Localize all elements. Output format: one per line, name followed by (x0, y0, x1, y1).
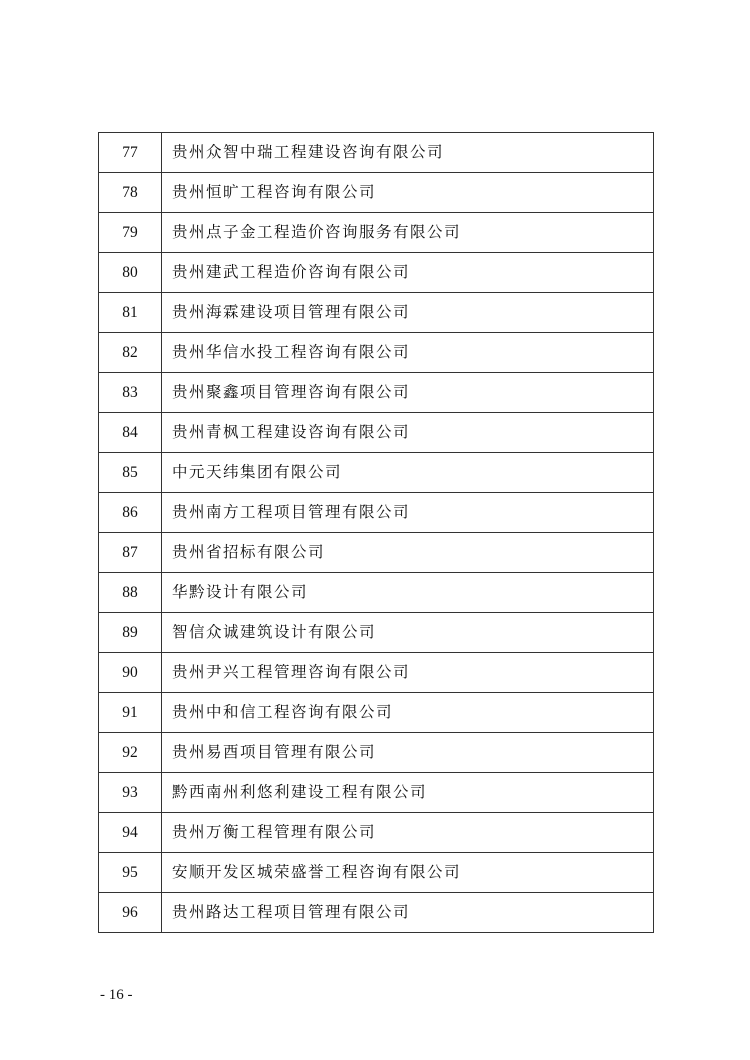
company-name: 贵州众智中瑞工程建设咨询有限公司 (162, 133, 654, 173)
company-name: 贵州聚鑫项目管理咨询有限公司 (162, 373, 654, 413)
row-number: 96 (99, 893, 162, 933)
company-name: 黔西南州利悠利建设工程有限公司 (162, 773, 654, 813)
row-number: 81 (99, 293, 162, 333)
row-number: 90 (99, 653, 162, 693)
company-name: 中元天纬集团有限公司 (162, 453, 654, 493)
row-number: 87 (99, 533, 162, 573)
company-name: 智信众诚建筑设计有限公司 (162, 613, 654, 653)
company-name: 华黔设计有限公司 (162, 573, 654, 613)
company-name: 贵州海霖建设项目管理有限公司 (162, 293, 654, 333)
company-name: 贵州中和信工程咨询有限公司 (162, 693, 654, 733)
row-number: 79 (99, 213, 162, 253)
row-number: 95 (99, 853, 162, 893)
row-number: 94 (99, 813, 162, 853)
row-number: 93 (99, 773, 162, 813)
table-row (99, 613, 654, 653)
table-row (99, 813, 654, 853)
row-number: 80 (99, 253, 162, 293)
page-number: - 16 - (100, 987, 133, 1003)
row-number: 86 (99, 493, 162, 533)
table-row (99, 533, 654, 573)
company-name: 贵州万衡工程管理有限公司 (162, 813, 654, 853)
table-body (99, 133, 654, 933)
company-name: 贵州易酉项目管理有限公司 (162, 733, 654, 773)
table-row (99, 133, 654, 173)
row-number: 91 (99, 693, 162, 733)
table-row (99, 373, 654, 413)
company-name: 贵州省招标有限公司 (162, 533, 654, 573)
row-number: 85 (99, 453, 162, 493)
company-name: 贵州恒旷工程咨询有限公司 (162, 173, 654, 213)
company-name: 贵州南方工程项目管理有限公司 (162, 493, 654, 533)
row-number: 88 (99, 573, 162, 613)
table-row (99, 253, 654, 293)
row-number: 78 (99, 173, 162, 213)
row-number: 82 (99, 333, 162, 373)
table-row (99, 733, 654, 773)
table-row (99, 173, 654, 213)
company-list-table (98, 132, 654, 933)
table-row (99, 453, 654, 493)
table-row (99, 213, 654, 253)
table-row (99, 653, 654, 693)
table-row (99, 333, 654, 373)
row-number: 92 (99, 733, 162, 773)
row-number: 77 (99, 133, 162, 173)
company-name: 安顺开发区城荣盛誉工程咨询有限公司 (162, 853, 654, 893)
company-name: 贵州尹兴工程管理咨询有限公司 (162, 653, 654, 693)
table-row (99, 773, 654, 813)
row-number: 83 (99, 373, 162, 413)
company-name: 贵州点子金工程造价咨询服务有限公司 (162, 213, 654, 253)
table-row (99, 413, 654, 453)
row-number: 84 (99, 413, 162, 453)
table-row (99, 693, 654, 733)
table-row (99, 853, 654, 893)
company-name: 贵州路达工程项目管理有限公司 (162, 893, 654, 933)
table-row (99, 573, 654, 613)
table-row (99, 493, 654, 533)
company-name: 贵州华信水投工程咨询有限公司 (162, 333, 654, 373)
table-row (99, 893, 654, 933)
table-row (99, 293, 654, 333)
company-name: 贵州青枫工程建设咨询有限公司 (162, 413, 654, 453)
row-number: 89 (99, 613, 162, 653)
company-name: 贵州建武工程造价咨询有限公司 (162, 253, 654, 293)
